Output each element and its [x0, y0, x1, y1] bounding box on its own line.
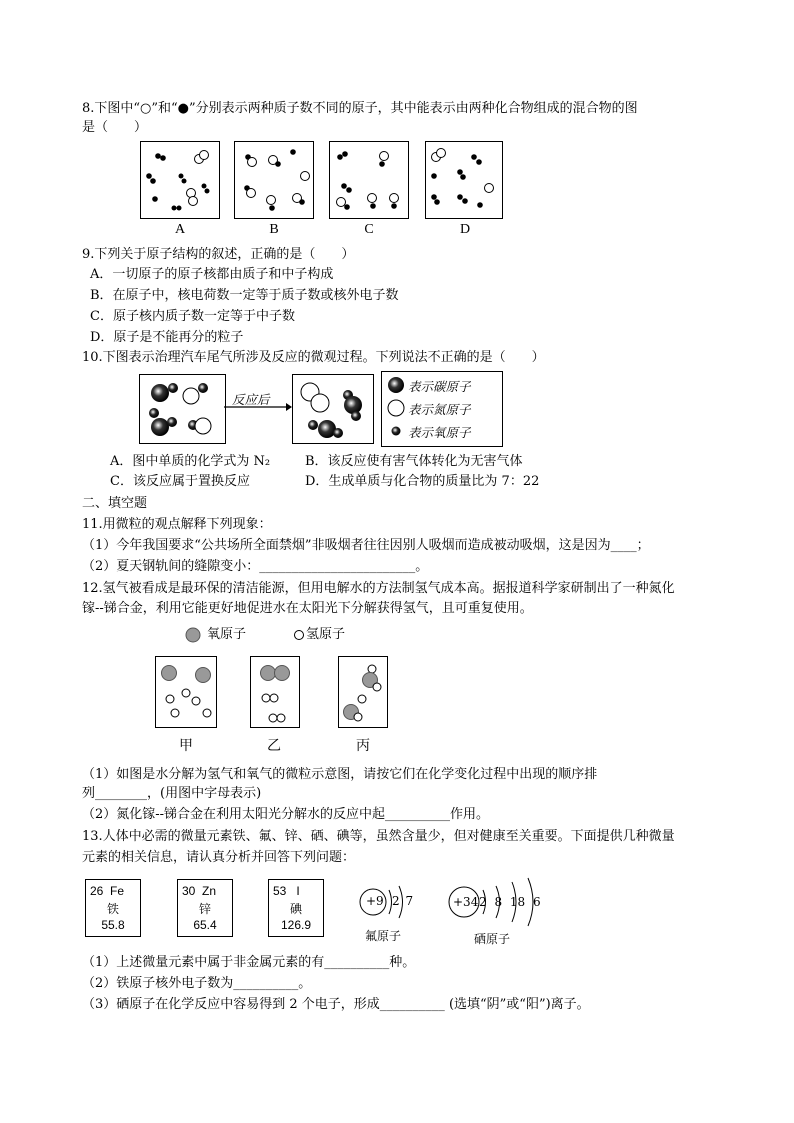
q13-part3: （3）硒原子在化学反应中容易得到 2 个电子，形成__________ (选填“阴”或“阳”)离子。: [82, 997, 590, 1012]
zinc-symbol: Zn: [202, 884, 217, 898]
fluorine-atom-label: 氟原子: [365, 929, 402, 943]
q8-label-a: A: [174, 222, 186, 237]
q12-label-yi: 乙: [267, 738, 281, 754]
q9-stem: 9.下列关于原子结构的叙述，正确的是（ ）: [82, 247, 355, 262]
selenium-shells: 2 8 18 6: [479, 895, 541, 909]
iron-mass: 55.8: [101, 918, 125, 932]
q13-stem-line1: 13.人体中必需的微量元素铁、氟、锌、硒、碘等，虽然含量少，但对健康至关重要。下面提供几种微量: [82, 829, 675, 844]
q9-option-a: A．一切原子的原子核都由质子和中子构成: [90, 267, 334, 282]
selenium-atom-label: 硒原子: [474, 932, 511, 946]
q12-legend-oxygen: 氧原子: [207, 627, 247, 642]
q12-diagram-yi: [250, 656, 300, 728]
iodine-name: 碘: [289, 902, 302, 916]
iron-atomic-number: 26: [90, 884, 104, 898]
q12-label-bing: 丙: [356, 738, 370, 754]
fluorine-nucleus: +9: [366, 894, 384, 908]
iodine-mass: 126.9: [280, 918, 312, 932]
q9-option-c: C．原子核内质子数一定等于中子数: [90, 309, 295, 324]
q10-arrow-label: 反应后: [232, 392, 270, 407]
q8-label-b: B: [269, 222, 279, 237]
selenium-nucleus: +34: [453, 895, 479, 909]
legend-nitrogen-label: 表示氮原子: [408, 402, 471, 417]
q12-legend-hydrogen: 氢原子: [306, 627, 346, 642]
q8-label-c: C: [364, 222, 374, 237]
q12-stem-line2: 镓--锑合金，利用它能更好地促进水在太阳光下分解获得氢气，且可重复使用。: [82, 601, 533, 616]
q8-stem-line2: 是（ ）: [82, 120, 148, 135]
q8-option-d-diagram: [425, 141, 503, 219]
oxygen-legend-icon: [183, 626, 203, 644]
q12-part2: （2）氮化镓--锑合金在利用太阳光分解水的反应中起__________作用。: [82, 807, 490, 822]
q11-part1: （1）今年我国要求“公共场所全面禁烟”非吸烟者往往因别人吸烟而造成被动吸烟，这是因为____；: [82, 538, 650, 553]
q8-label-d: D: [459, 222, 471, 237]
q8-option-b-diagram: [234, 141, 314, 219]
q13-stem-line2: 元素的相关信息，请认真分析并回答下列问题：: [82, 850, 356, 865]
q12-diagram-bing: [338, 656, 388, 728]
element-card-zinc: [177, 879, 233, 937]
zinc-atomic-number: 30: [182, 884, 196, 898]
q13-part2: （2）铁原子核外电子数为__________。: [82, 976, 312, 991]
q10-legend: [381, 371, 503, 447]
q13-part1: （1）上述微量元素中属于非金属元素的有__________种。: [82, 955, 416, 970]
q10-option-c: C．该反应属于置换反应: [110, 474, 250, 489]
q11-part2: （2）夏天钢轨间的缝隙变小：________________________。: [82, 559, 429, 574]
q8-option-c-diagram: [329, 141, 409, 219]
legend-oxygen-label: 表示氧原子: [408, 425, 471, 440]
element-card-iron: [85, 879, 141, 937]
q10-option-a: A．图中单质的化学式为 N₂: [110, 454, 271, 469]
q12-part1-line1: （1）如图是水分解为氢气和氧气的微粒示意图，请按它们在化学变化过程中出现的顺序排: [82, 767, 598, 782]
q11-stem: 11.用微粒的观点解释下列现象：: [82, 517, 272, 532]
iodine-symbol: I: [296, 884, 300, 898]
q8-stem-line1: 8.下图中“○”和“●”分别表示两种质子数不同的原子，其中能表示由两种化合物组成的混合物的图: [82, 101, 638, 116]
element-card-iodine: [268, 879, 324, 937]
q12-diagram-jia: [155, 656, 217, 728]
iron-symbol: Fe: [110, 884, 125, 898]
q10-option-d: D．生成单质与化合物的质量比为 7：22: [305, 474, 540, 489]
q12-label-jia: 甲: [179, 738, 193, 754]
fluorine-shells: 2 7: [392, 894, 415, 908]
q10-before-reaction-diagram: [139, 374, 226, 444]
q12-stem-line1: 12.氢气被看成是最环保的清洁能源，但用电解水的方法制氢气成本高。据报道科学家研制出了一种氮化: [82, 581, 675, 596]
q9-option-d: D．原子是不能再分的粒子: [90, 330, 244, 345]
zinc-name: 锌: [198, 902, 211, 916]
q10-stem: 10.下图表示治理汽车尾气所涉及反应的微观过程。下列说法不正确的是（ ）: [82, 350, 545, 365]
q8-option-a-diagram: [140, 141, 220, 219]
q9-option-b: B．在原子中，核电荷数一定等于质子数或核外电子数: [90, 288, 399, 303]
iron-name: 铁: [106, 902, 119, 916]
q10-after-reaction-diagram: [292, 374, 374, 444]
q10-option-b: B．该反应使有害气体转化为无害气体: [305, 454, 523, 469]
hydrogen-legend-icon: [292, 627, 306, 643]
q12-part1-line2: 列________，(用图中字母表示): [82, 786, 262, 801]
zinc-mass: 65.4: [193, 918, 217, 932]
section-fill-in-title: 二、填空题: [82, 496, 148, 511]
legend-carbon-label: 表示碳原子: [408, 379, 471, 394]
iodine-atomic-number: 53: [273, 884, 287, 898]
